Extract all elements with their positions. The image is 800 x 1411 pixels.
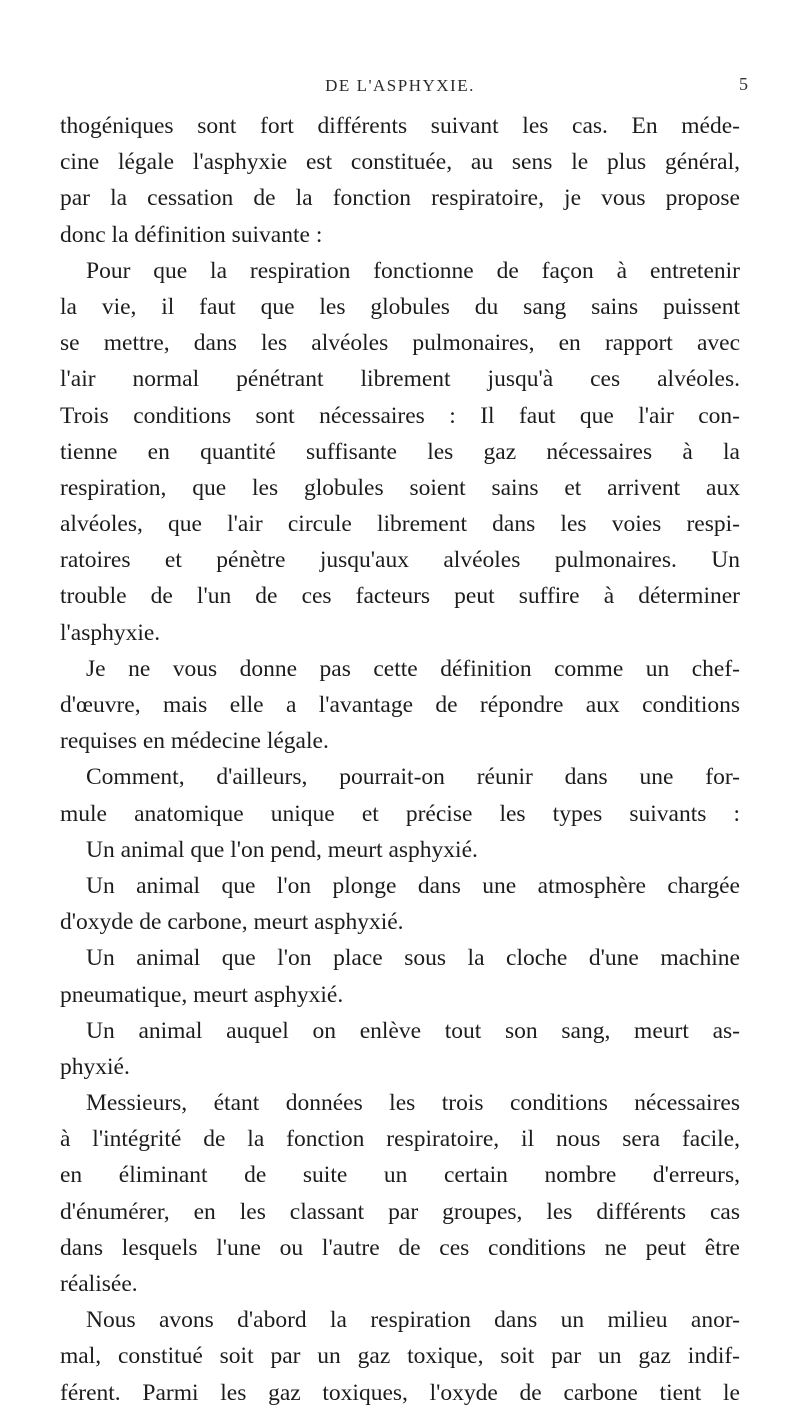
text-line: férent. Parmi les gaz toxiques, l'oxyde de carbone tient le xyxy=(60,1379,740,1406)
text-line: se mettre, dans les alvéoles pulmonaires, en rapport avec xyxy=(60,330,740,357)
text-line: d'oxyde de carbone, meurt asphyxié. xyxy=(60,909,404,936)
page-number: 5 xyxy=(739,74,748,94)
text-line: cine légale l'asphyxie est constituée, au sens le plus général, xyxy=(60,149,740,176)
text-line: requises en médecine légale. xyxy=(60,728,329,755)
text-line: tienne en quantité suffisante les gaz nécessaires à la xyxy=(60,438,740,465)
text-line: trouble de l'un de ces facteurs peut suffire à déterminer xyxy=(60,583,740,610)
text-line: réalisée. xyxy=(60,1271,138,1297)
text-line: ratoires et pénètre jusqu'aux alvéoles pulmonaires. Un xyxy=(60,547,740,574)
text-line: respiration, que les globules soient sains et arrivent aux xyxy=(60,474,740,501)
text-line: thogéniques sont fort différents suivant les cas. En méde- xyxy=(60,113,740,139)
text-line: Un animal auquel on enlève tout son sang, meurt as- xyxy=(86,1017,740,1044)
text-line: Pour que la respiration fonctionne de façon à entretenir xyxy=(86,257,740,284)
text-line: Un animal que l'on place sous la cloche d'une machine xyxy=(86,945,740,972)
text-line: Messieurs, étant données les trois conditions nécessaires xyxy=(86,1090,740,1117)
text-line: Je ne vous donne pas cette définition comme un chef- xyxy=(86,655,740,682)
text-line: la vie, il faut que les globules du sang sains puissent xyxy=(60,293,740,320)
text-line: donc la définition suivante : xyxy=(60,221,323,248)
page-header xyxy=(0,70,800,100)
text-line: mal, constitué soit par un gaz toxique, soit par un gaz indif- xyxy=(60,1343,740,1370)
text-line: Un animal que l'on pend, meurt asphyxié. xyxy=(86,836,478,863)
text-line: par la cessation de la fonction respiratoire, je vous propose xyxy=(60,185,740,212)
running-title: DE L'ASPHYXIE. xyxy=(325,76,475,95)
text-line: dans lesquels l'une ou l'autre de ces conditions ne peut être xyxy=(60,1234,740,1261)
text-line: alvéoles, que l'air circule librement dans les voies respi- xyxy=(60,511,740,538)
text-line: mule anatomique unique et précise les types suivants : xyxy=(60,800,740,827)
text-line: pneumatique, meurt asphyxié. xyxy=(60,981,344,1008)
text-line: Nous avons d'abord la respiration dans un milieu anor- xyxy=(86,1307,740,1334)
text-line: Trois conditions sont nécessaires : Il faut que l'air con- xyxy=(60,402,740,429)
body-text xyxy=(60,108,740,1411)
text-line: Comment, d'ailleurs, pourrait-on réunir dans une for- xyxy=(86,764,740,791)
text-line: d'énumérer, en les classant par groupes, les différents cas xyxy=(60,1198,740,1225)
text-line: l'air normal pénétrant librement jusqu'à ces alvéoles. xyxy=(60,366,740,393)
text-line: d'œuvre, mais elle a l'avantage de répondre aux conditions xyxy=(60,692,740,718)
text-line: l'asphyxie. xyxy=(60,619,161,646)
text-line: à l'intégrité de la fonction respiratoire, il nous sera facile, xyxy=(60,1126,740,1153)
text-line: en éliminant de suite un certain nombre d'erreurs, xyxy=(60,1162,740,1189)
text-line: Un animal que l'on plonge dans une atmosphère chargée xyxy=(86,872,740,899)
text-line: phyxié. xyxy=(60,1053,130,1080)
